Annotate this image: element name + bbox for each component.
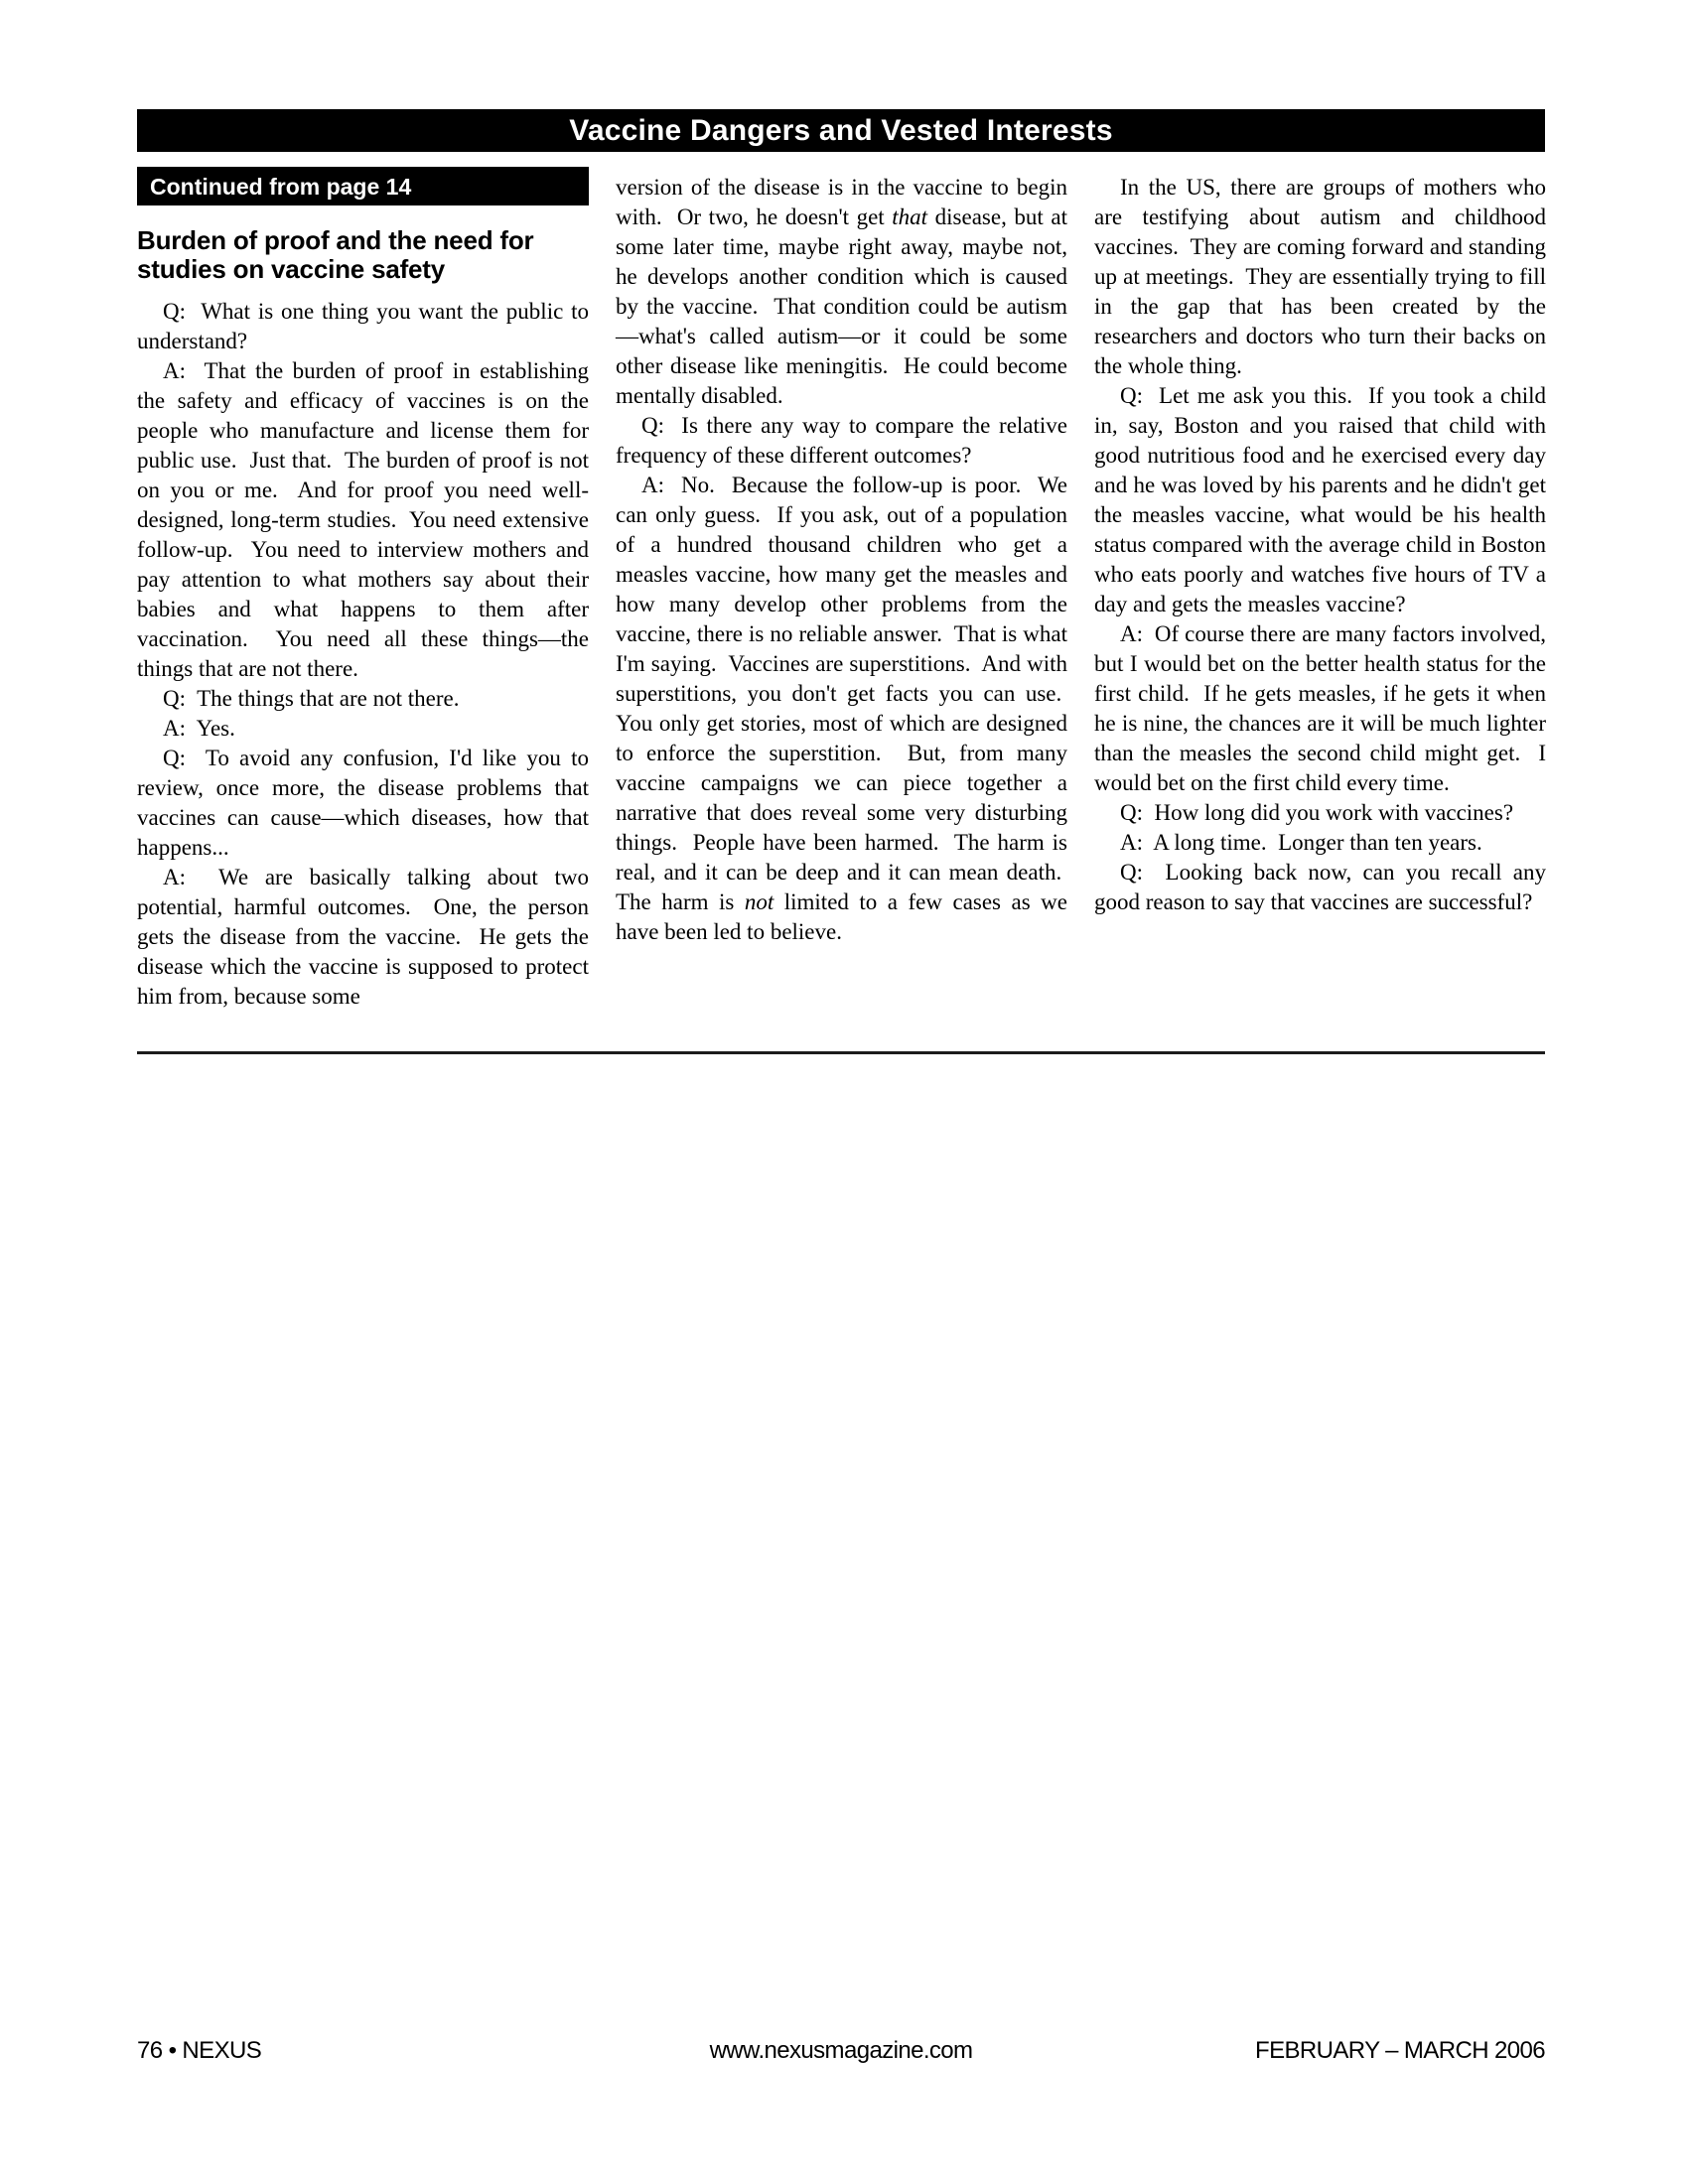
footer-issue-date: FEBRUARY – MARCH 2006 — [1255, 2037, 1545, 2064]
paragraph: A: That the burden of proof in establishing the safety and efficacy of vaccines is on the people who manufacture and license them for public use. Just that. The burden of proof is not on you or me. And for proof you need well-designed, long-term studies. You need extensive follow-up. You need to interview mothers and pay attention to what mothers say about their babies and what happens to them after vaccination. You need all these things—the things that are not there. — [137, 358, 589, 681]
paragraph: A: No. Because the follow-up is poor. We can only guess. If you ask, out of a population of a hundred thousand children who get a measles vaccine, how many get the measles and how many develop other problems from the vaccine, there is no reliable answer. That is what I'm saying. Vaccines are superstitions. And with superstitions, you don't get facts you can use. You only get stories, most of which are designed to enforce the superstition. But, from many vaccine campaigns we can piece together a narrative that does reveal some very disturbing things. People have been harmed. The harm is real, and it can be deep and it can mean death. The harm is not limited to a few cases as we have been led to believe. — [616, 473, 1067, 944]
paragraph: A: We are basically talking about two potential, harmful outcomes. One, the person gets the disease from the vaccine. He gets the disease which the vaccine is supposed to protect him from, because some — [137, 865, 589, 1009]
paragraph: Q: How long did you work with vaccines? — [1120, 800, 1514, 825]
section-subheading: Burden of proof and the need for studies on vaccine safety — [137, 225, 534, 284]
text-column-2 — [616, 167, 1067, 1012]
paragraph: Q: Is there any way to compare the relative frequency of these different outcomes? — [616, 413, 1067, 468]
text-column-1 — [137, 167, 589, 1012]
article-title-bar — [137, 109, 1545, 152]
paragraph: A: A long time. Longer than ten years. — [1120, 830, 1482, 855]
footer-website: www.nexusmagazine.com — [709, 2037, 973, 2064]
paragraph: Q: What is one thing you want the public to understand? — [137, 299, 589, 353]
paragraph: Q: To avoid any confusion, I'd like you to review, once more, the disease problems that vaccines can cause—which diseases, how that happens... — [137, 746, 589, 860]
continued-from-banner — [137, 167, 589, 205]
page-footer — [137, 2037, 1545, 2067]
footer-page-number: 76 • NEXUS — [137, 2037, 262, 2064]
horizontal-rule — [137, 1051, 1545, 1054]
paragraph: version of the disease is in the vaccine to begin with. Or two, he doesn't get that disease, but at some later time, maybe right away, maybe not, he develops another condition which is caused by the vaccine. That condition could be autism—what's called autism—or it could be some other disease like meningitis. He could become mentally disabled. — [616, 175, 1068, 408]
paragraph: In the US, there are groups of mothers who are testifying about autism and childhood vaccines. They are coming forward and standing up at meetings. They are essentially trying to fill in the gap that has been created by the researchers and doctors who turn their backs on the whole thing. — [1094, 175, 1546, 378]
paragraph: A: Of course there are many factors involved, but I would bet on the better health status for the first child. If he gets measles, if he gets it when he is nine, the chances are it will be much lighter than the measles the second child might get. I would bet on the first child every time. — [1094, 621, 1546, 795]
paragraph: Q: The things that are not there. — [163, 686, 460, 711]
continued-from-label: Continued from page 14 — [150, 174, 412, 200]
article-title: Vaccine Dangers and Vested Interests — [569, 114, 1113, 147]
text-column-3 — [1094, 167, 1546, 1012]
paragraph: A: Yes. — [163, 716, 235, 741]
paragraph: Q: Looking back now, can you recall any good reason to say that vaccines are successful? — [1094, 860, 1546, 914]
paragraph: Q: Let me ask you this. If you took a child in, say, Boston and you raised that child with good nutritious food and he exercised every day and he was loved by his parents and he didn't get the measles vaccine, what would be his health status compared with the average child in Boston who eats poorly and watches five hours of TV a day and gets the measles vaccine? — [1094, 383, 1546, 616]
article-body — [137, 167, 1545, 1012]
